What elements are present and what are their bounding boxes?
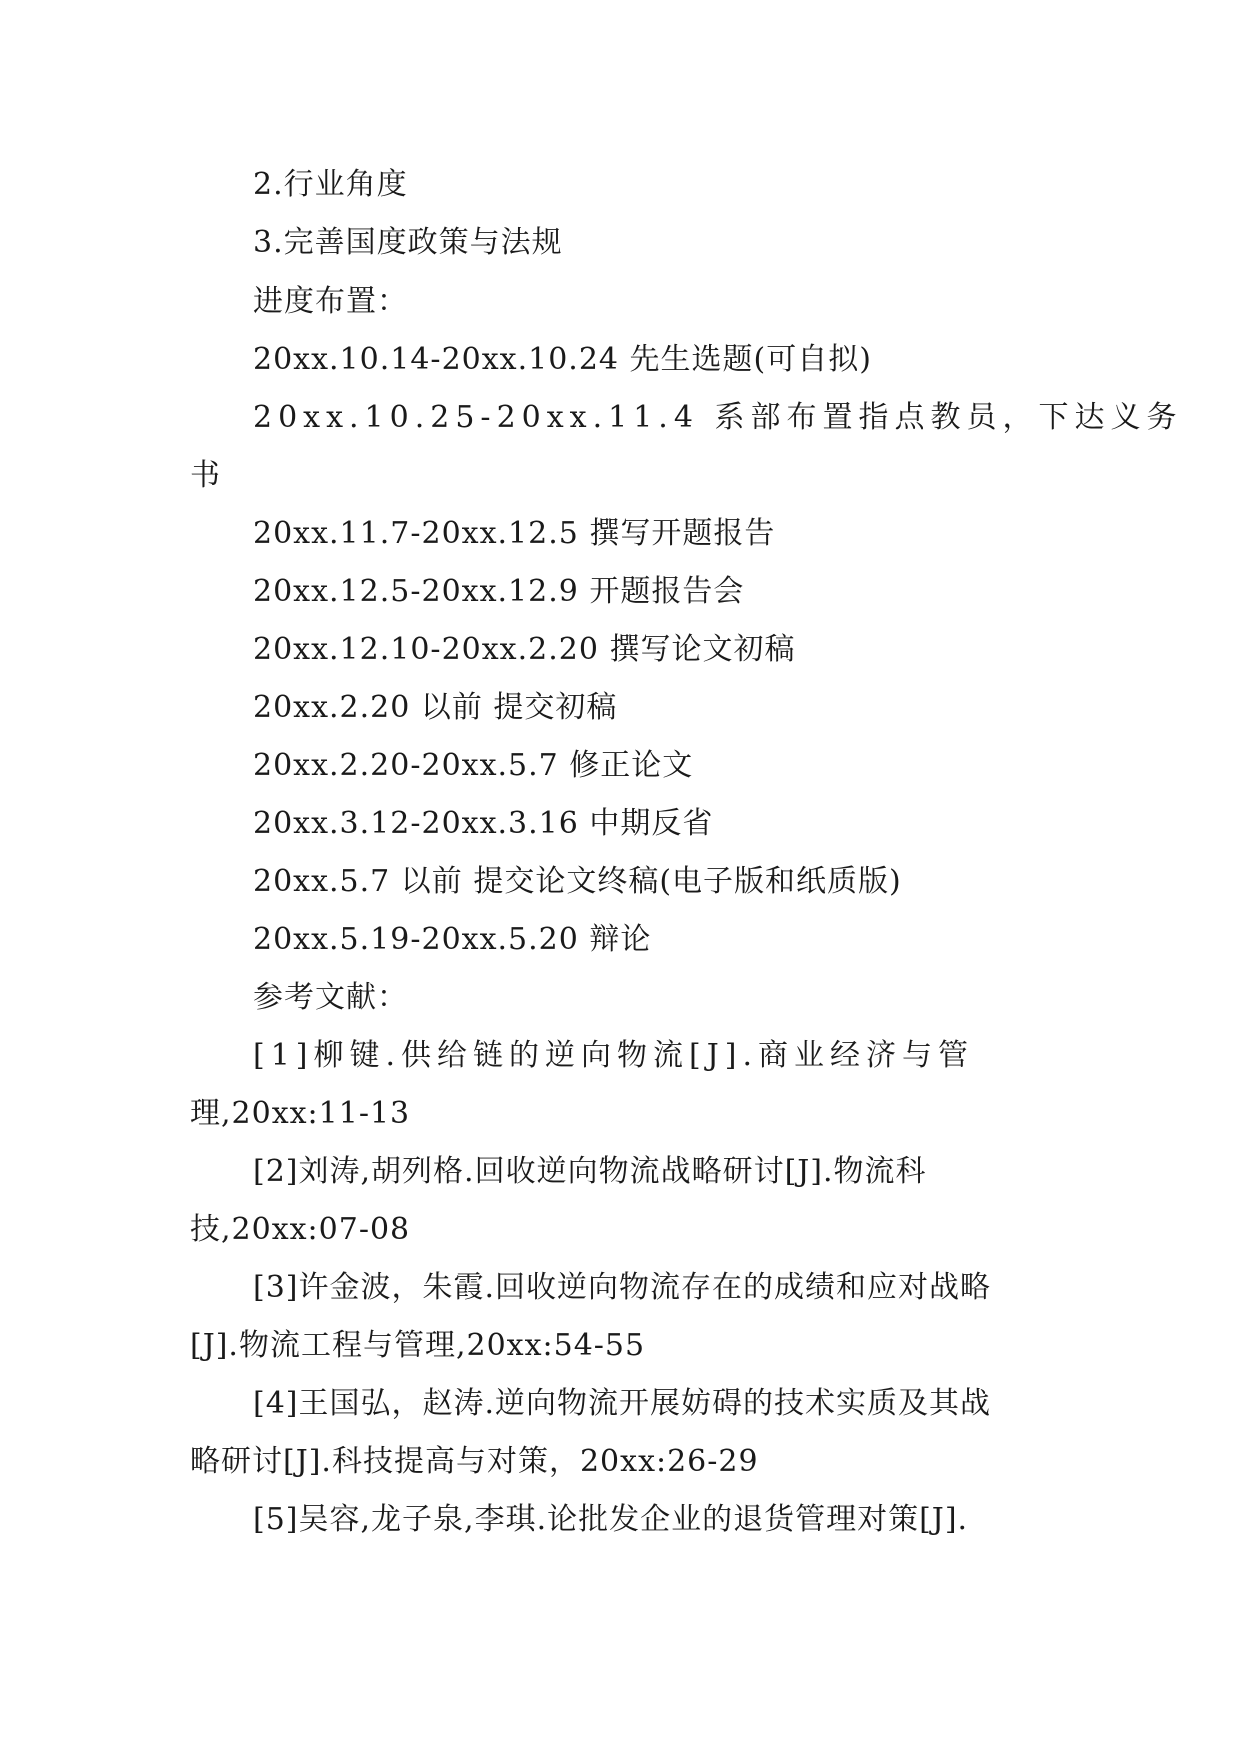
schedule-item: 20xx.5.19-20xx.5.20 辩论 [253, 922, 652, 957]
reference-item-continuation: [J].物流工程与管理,20xx:54-55 [190, 1328, 646, 1363]
schedule-item: 20xx.3.12-20xx.3.16 中期反省 [253, 806, 714, 841]
reference-item-continuation: 理,20xx:11-13 [190, 1096, 411, 1131]
schedule-heading: 进度布置： [253, 284, 408, 319]
reference-item: [1]柳键.供给链的逆向物流[J].商业经济与管 [253, 1038, 975, 1073]
section-heading-policy: 3.完善国度政策与法规 [253, 225, 563, 260]
references-heading: 参考文献： [253, 980, 408, 1015]
schedule-item-continuation: 书 [190, 458, 221, 493]
reference-item-continuation: 技,20xx:07-08 [190, 1212, 411, 1247]
schedule-item: 20xx.12.10-20xx.2.20 撰写论文初稿 [253, 632, 796, 667]
schedule-item: 20xx.10.14-20xx.10.24 先生选题(可自拟) [253, 342, 872, 377]
schedule-item: 20xx.10.25-20xx.11.4 系部布置指点教员，下达义务 [253, 400, 1183, 435]
schedule-item: 20xx.2.20 以前 提交初稿 [253, 690, 618, 725]
reference-item: [2]刘涛,胡列格.回收逆向物流战略研讨[J].物流科 [253, 1154, 927, 1189]
schedule-item: 20xx.5.7 以前 提交论文终稿(电子版和纸质版) [253, 864, 902, 899]
reference-item: [5]吴容,龙子泉,李琪.论批发企业的退货管理对策[J]. [253, 1502, 969, 1537]
schedule-item: 20xx.2.20-20xx.5.7 修正论文 [253, 748, 694, 783]
reference-item: [4]王国弘，赵涛.逆向物流开展妨碍的技术实质及其战 [253, 1386, 992, 1421]
reference-item-continuation: 略研讨[J].科技提高与对策，20xx:26-29 [190, 1444, 759, 1479]
section-heading-industry: 2.行业角度 [253, 167, 408, 202]
reference-item: [3]许金波，朱霞.回收逆向物流存在的成绩和应对战略 [253, 1270, 992, 1305]
schedule-item: 20xx.11.7-20xx.12.5 撰写开题报告 [253, 516, 776, 551]
schedule-item: 20xx.12.5-20xx.12.9 开题报告会 [253, 574, 745, 609]
